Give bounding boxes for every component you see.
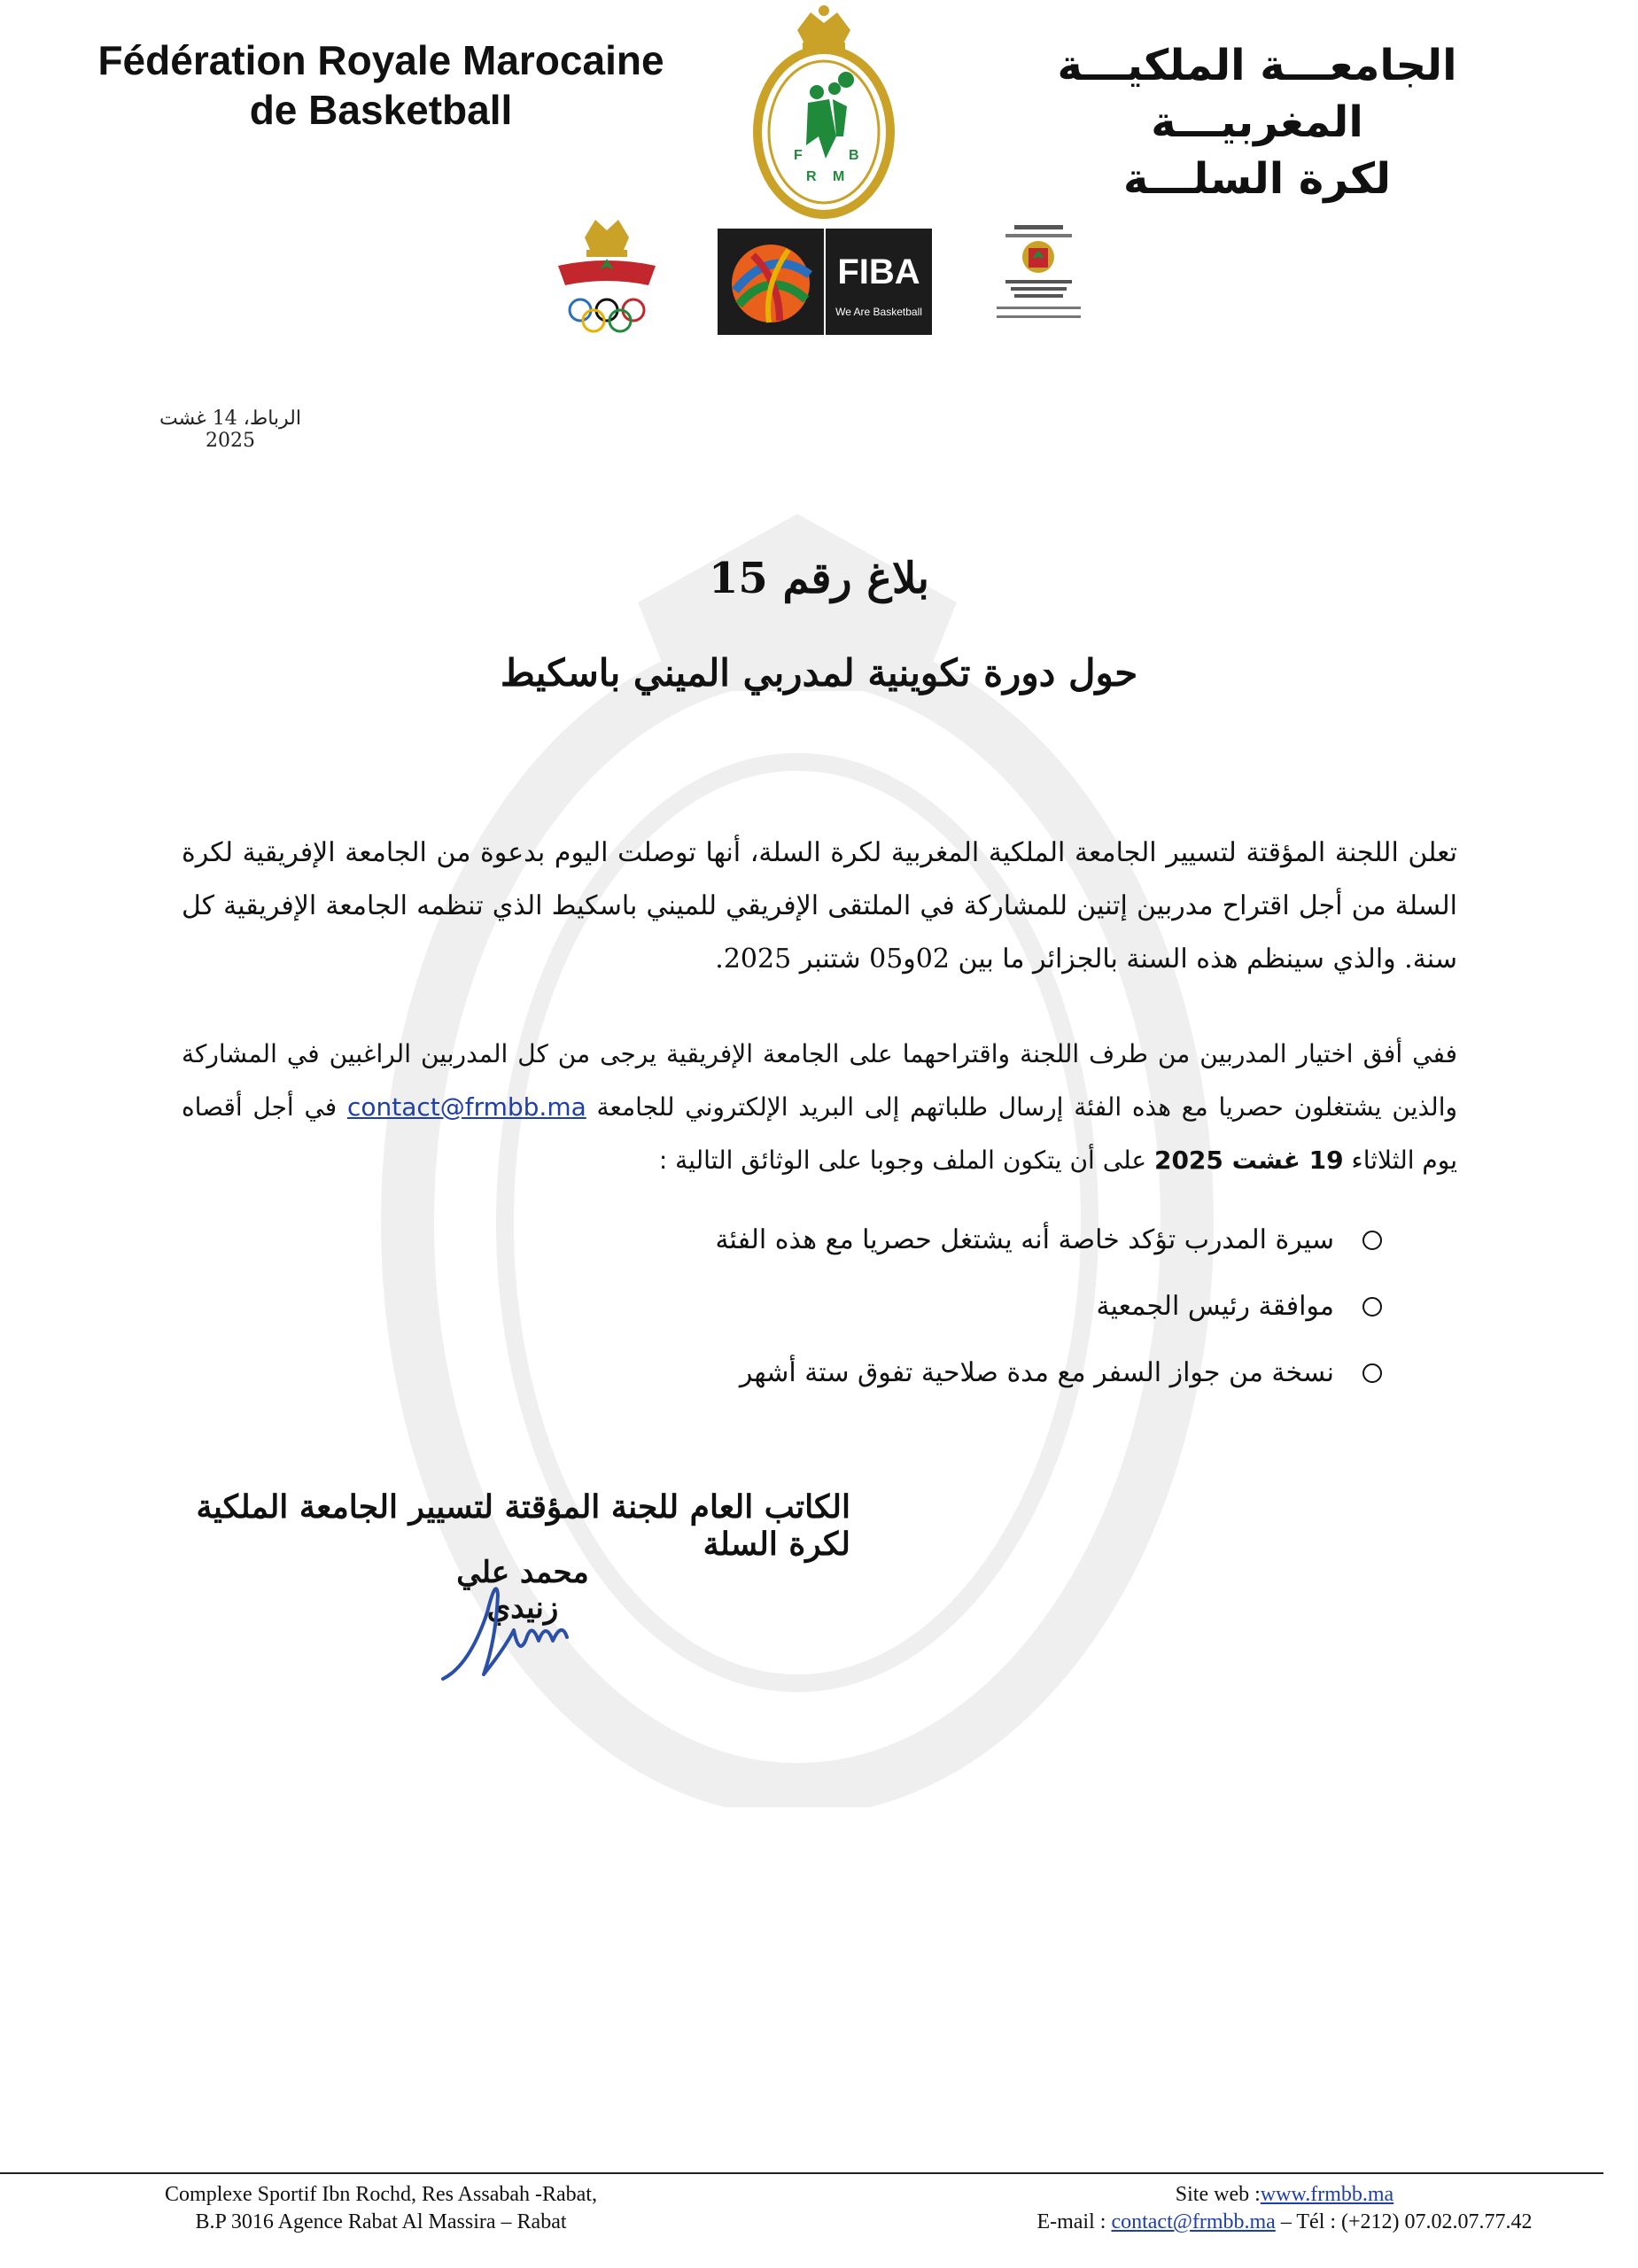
document-date: الرباط، 14 غشت 2025 (159, 408, 301, 452)
footer-website-label: Site web : (1175, 2183, 1261, 2206)
olympic-committee-logo (549, 211, 664, 335)
handwritten-signature (434, 1559, 611, 1692)
frmb-logo (744, 4, 904, 225)
federation-name-french (53, 35, 709, 135)
footer-email-link[interactable]: contact@frmbb.ma (1111, 2210, 1276, 2233)
fiba-logo-text: FIBA (837, 252, 920, 291)
contact-email-link[interactable]: contact@frmbb.ma (346, 1092, 586, 1122)
fiba-logo (718, 229, 932, 335)
footer-address-line2: B.P 3016 Agence Rabat Al Massira – Rabat (195, 2210, 567, 2233)
footer-email-label: E-mail : (1036, 2210, 1106, 2233)
federation-name-arabic-line1: الجامعـــة الملكيـــة المغربيـــة (1057, 41, 1457, 147)
ministry-logo (979, 218, 1098, 333)
footer-phone: – Tél : (+212) 07.02.07.77.42 (1280, 2210, 1533, 2233)
footer-email-line (974, 2209, 1595, 2236)
frmb-letter-m: M (833, 169, 845, 184)
fiba-logo-tagline: We Are Basketball (835, 306, 922, 318)
list-item (532, 1207, 1382, 1273)
federation-name-arabic-line2: لكرة السلـــة (1122, 154, 1392, 204)
signatory-name: محمد علي زنيدي (456, 1555, 589, 1626)
paragraph-2-deadline-intro: في أجل أقصاه يوم الثلاثاء (182, 1092, 1457, 1175)
footer-address-line1: Complexe Sportif Ibn Rochd, Res Assabah -Rabat, (165, 2183, 597, 2206)
bullet-circle-icon (1362, 1231, 1382, 1250)
list-item-text: نسخة من جواز السفر مع مدة صلاحية تفوق ستة أشهر (739, 1357, 1334, 1388)
communique-number: بلاغ رقم 15 (709, 554, 929, 603)
body-paragraph-2 (182, 1028, 1457, 1187)
bullet-circle-icon (1362, 1297, 1382, 1317)
footer-divider (0, 2172, 1603, 2174)
list-item (532, 1273, 1382, 1340)
federation-name-french-line2: de Basketball (249, 87, 513, 133)
communique-subject: حول دورة تكوينية لمدربي الميني باسكيط (500, 651, 1138, 695)
deadline-date: 19 غشت 2025 (1153, 1146, 1344, 1175)
list-item (532, 1340, 1382, 1406)
frmb-letter-f: F (794, 148, 803, 163)
body-paragraph-1: تعلن اللجنة المؤقتة لتسيير الجامعة الملكية المغربية لكرة السلة، أنها توصلت اليوم بدعوة من الجامعة الإفريقية لكرة السلة من أجل اقتراح مدربين إتنين للمشاركة في الملتقى الإفريقي للميني باسكيط الذي تنظمه الجامعة الإفريقية كل سنة. والذي سينظم هذه السنة بالجزائر ما بين 02و05 شتنبر 2025. (182, 837, 1457, 975)
signatory-title: الكاتب العام للجنة المؤقتة لتسيير الجامعة الملكية لكرة السلة (196, 1488, 850, 1563)
paragraph-2-closing: على أن يتكون الملف وجوبا على الوثائق التالية : (658, 1146, 1147, 1175)
federation-name-french-line1: Fédération Royale Marocaine (97, 37, 664, 83)
footer-contact (974, 2181, 1595, 2236)
footer-website-line (974, 2181, 1595, 2209)
list-item-text: سيرة المدرب تؤكد خاصة أنه يشتغل حصريا مع هذه الفئة (715, 1224, 1334, 1255)
frmb-letter-r: R (806, 169, 817, 184)
bullet-circle-icon (1362, 1363, 1382, 1383)
list-item-text: موافقة رئيس الجمعية (1096, 1291, 1334, 1322)
paragraph-2-text: ففي أفق اختيار المدربين من طرف اللجنة واقتراحهما على الجامعة الإفريقية يرجى من كل المدربين الراغبين في المشاركة والذين يشتغلون حصريا مع هذه الفئة إرسال طلباتهم إلى البريد الإلكتروني للجامعة (182, 1039, 1457, 1122)
federation-name-arabic (982, 37, 1532, 207)
footer-website-link[interactable]: www.frmbb.ma (1260, 2183, 1394, 2206)
required-documents-list (532, 1207, 1382, 1406)
footer-address (133, 2181, 629, 2236)
frmb-letter-b: B (849, 148, 859, 163)
